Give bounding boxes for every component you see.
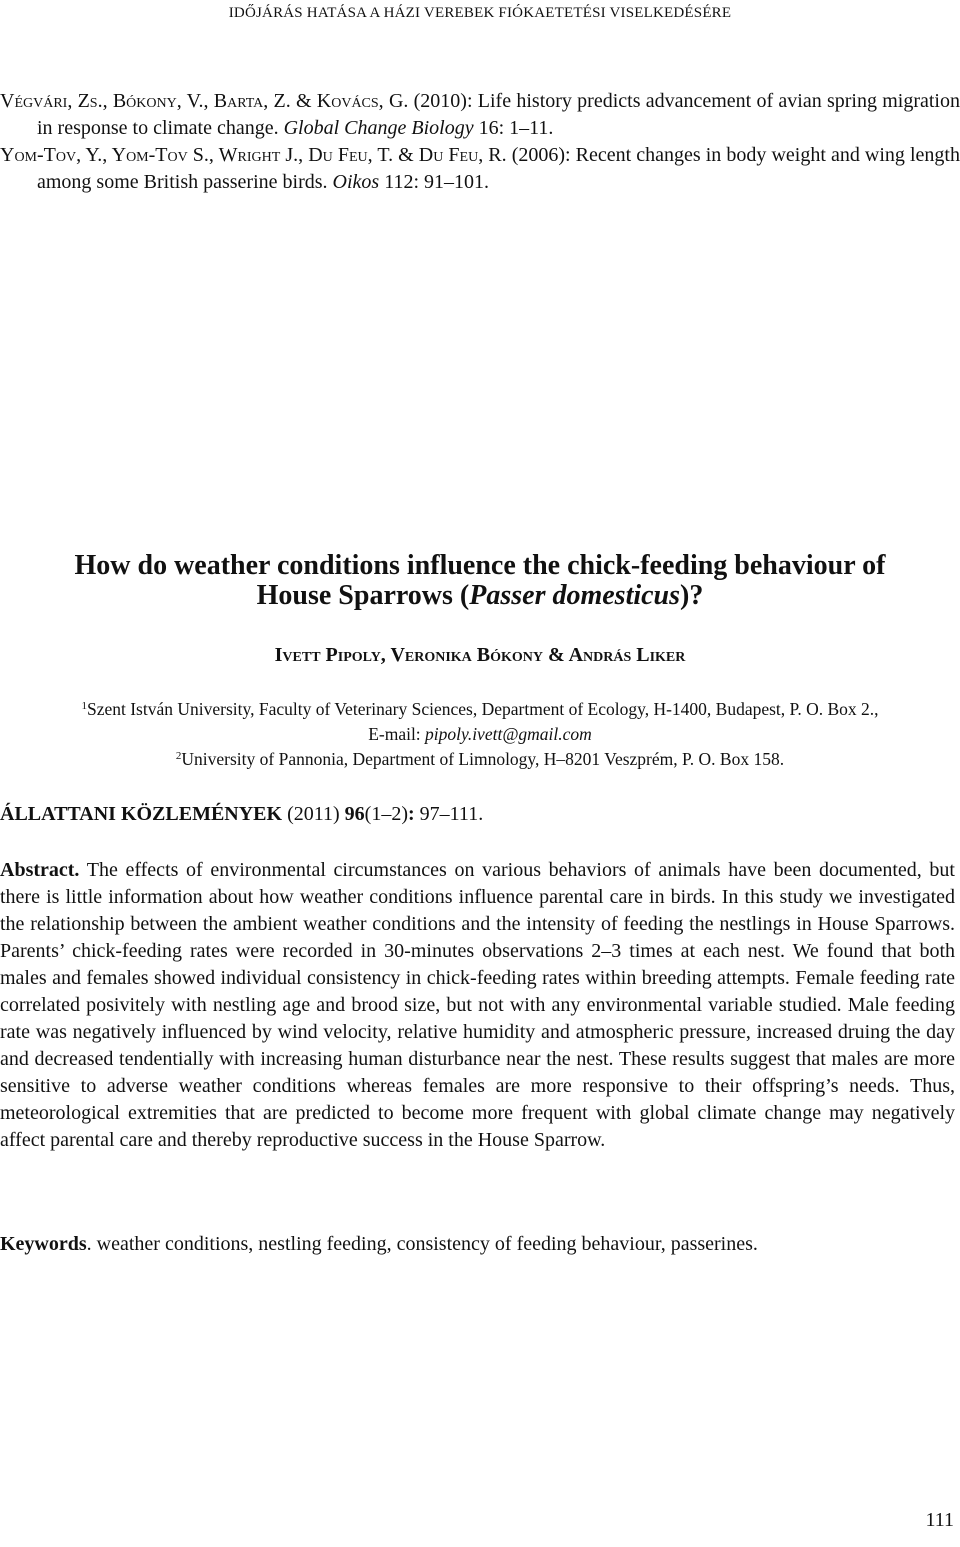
affiliation-text: University of Pannonia, Department of Limnology, H–8201 Veszprém, P. O. Box 158.: [181, 749, 785, 769]
reference-authors: Végvári, Zs., Bókony, V., Barta, Z. & Kovács, G.: [0, 90, 409, 112]
reference-journal: Global Change Biology: [283, 117, 474, 139]
title-prefix: House Sparrows (: [256, 580, 470, 611]
reference-volume-pages: 16: 1–11.: [473, 117, 554, 139]
reference-item: [0, 142, 960, 196]
affiliation-text: Szent István University, Faculty of Veterinary Sciences, Department of Ecology, H-1400, Budapest, P. O. Box 2.,: [86, 699, 879, 719]
paper-title: [0, 551, 960, 611]
title-line-1: How do weather conditions influence the chick-feeding behaviour of: [74, 550, 886, 581]
email-address[interactable]: pipoly.ivett@gmail.com: [425, 724, 592, 744]
reference-text: (2006): Recent changes in body weight and wing length among some British passerine birds.: [37, 144, 960, 193]
reference-volume-pages: 112: 91–101.: [379, 171, 490, 193]
citation-year: (2011): [282, 803, 345, 825]
citation-issue: (1–2): [364, 803, 408, 825]
keywords-text: . weather conditions, nestling feeding, consistency of feeding behaviour, passerines.: [86, 1233, 758, 1255]
affiliation-marker: 2: [175, 750, 182, 762]
email-label: E-mail:: [368, 724, 426, 744]
affiliation-1: [0, 697, 960, 722]
abstract: [0, 857, 955, 1154]
journal-citation: [0, 803, 960, 826]
reference-list: [0, 88, 960, 196]
author-list: Ivett Pipoly, Veronika Bókony & András Liker: [274, 644, 686, 666]
abstract-text: The effects of environmental circumstances on various behaviors of animals have been documented, but there is little information about how weather conditions influence parental care in birds. In this study we investigated the relationship between the ambient weather conditions and the intensity of feeding the nestlings in House Sparrows. Parents’ chick-feeding rates were recorded in 30-minutes observations 2–3 times at each nest. We found that both males and females showed individual consistency in chick-feeding rates within breeding attempts. Female feeding rate correlated posivitely with nestling age and brood size, but not with any environmental variable studied. Male feeding rate was negatively influenced by wind velocity, relative humidity and atmospheric pressure, increased druing the day and decreased tendentially with increasing human disturbance near the nest. These results suggest that males are more sensitive to adverse weather conditions whereas females are more responsive to their offspring’s needs. Thus, meteorological extremities that are predicted to become more frequent with global climate change may negatively affect parental care and thereby reproductive success in the House Sparrow.: [0, 859, 955, 1151]
email-line: [0, 722, 960, 747]
reference-authors: Yom-Tov, Y., Yom-Tov S., Wright J., Du Feu, T. & Du Feu, R.: [0, 144, 507, 166]
reference-item: [0, 88, 960, 142]
affiliation-marker: 1: [81, 700, 87, 712]
citation-colon: :: [408, 803, 415, 825]
keywords-label: Keywords: [0, 1233, 87, 1255]
citation-pages: 97–111.: [414, 803, 484, 825]
reference-journal: Oikos: [332, 171, 380, 193]
journal-name: ÁLLATTANI KÖZLEMÉNYEK: [0, 803, 283, 825]
citation-volume: 96: [344, 803, 365, 825]
affiliation-2: [0, 747, 960, 772]
title-suffix: )?: [680, 580, 704, 611]
affiliations: [0, 697, 960, 772]
reference-text: (2010): Life history predicts advancement of avian spring migration in response to climate change.: [37, 90, 960, 139]
page-number: 111: [925, 1509, 954, 1531]
running-header: IDŐJÁRÁS HATÁSA A HÁZI VEREBEK FIÓKAETETÉSI VISELKEDÉSÉRE: [228, 5, 732, 21]
species-name: Passer domesticus: [469, 580, 681, 611]
title-line-2: [0, 581, 960, 611]
abstract-label: Abstract.: [0, 859, 80, 881]
keywords: [0, 1233, 960, 1256]
